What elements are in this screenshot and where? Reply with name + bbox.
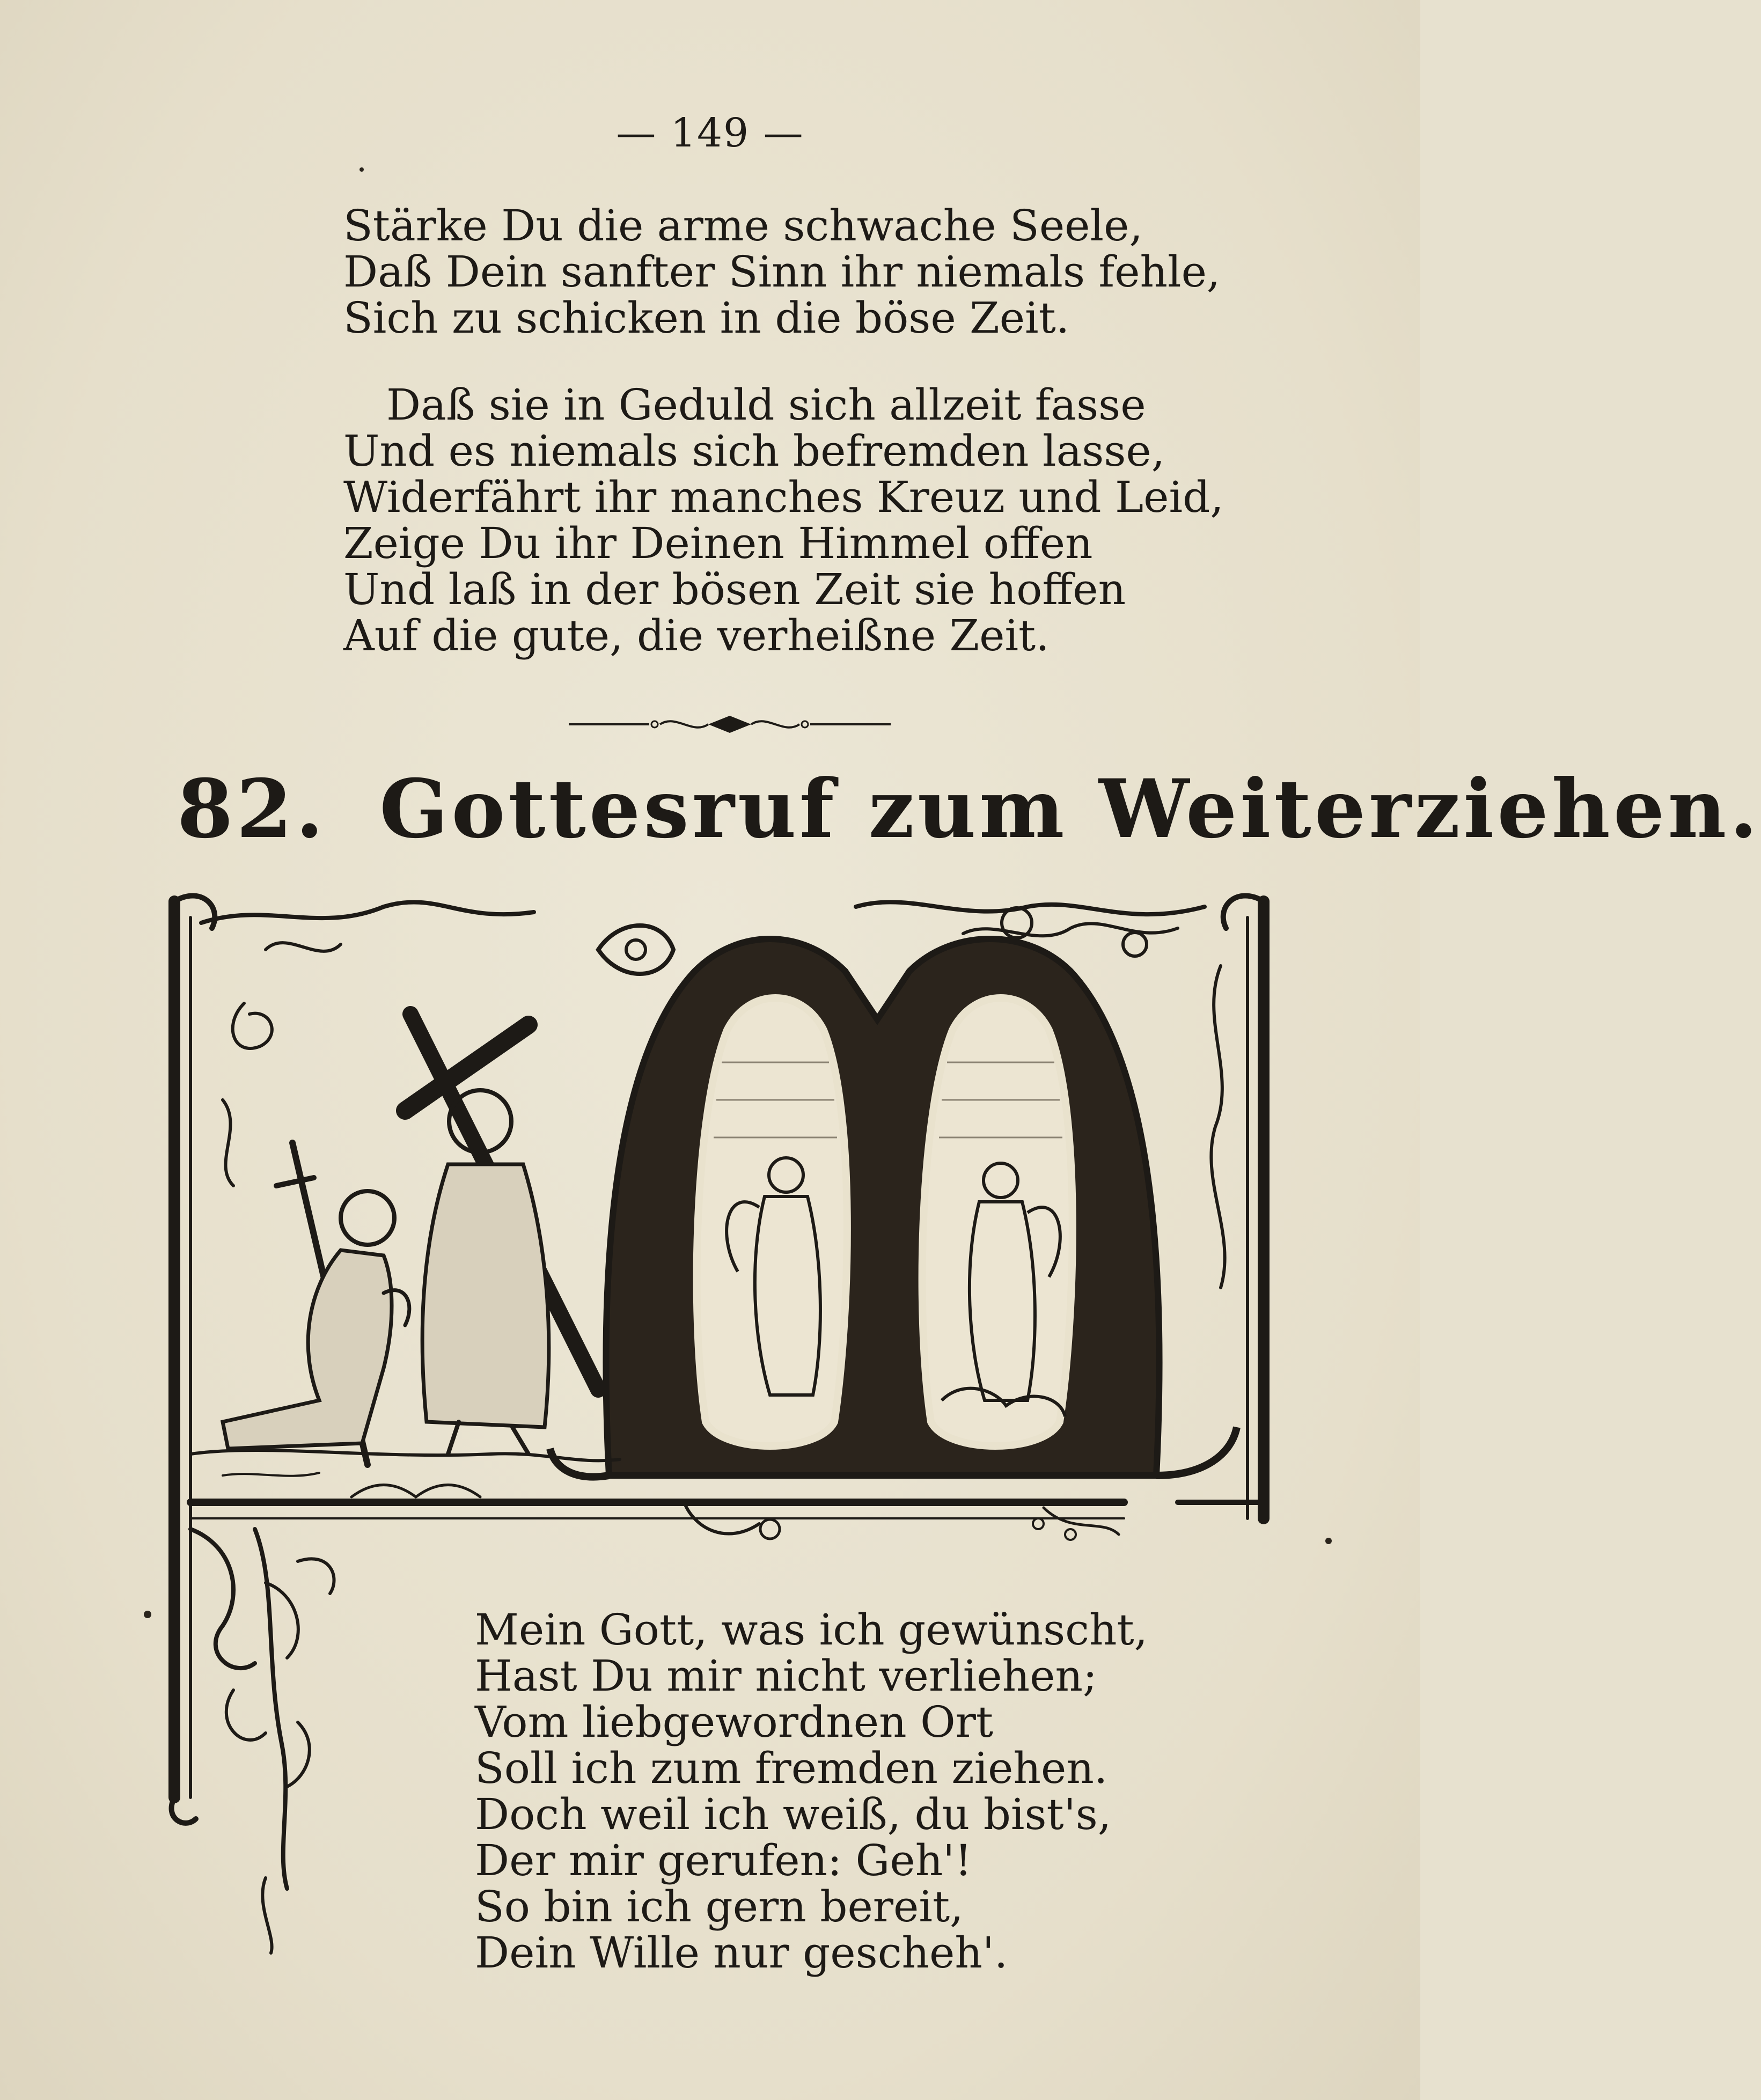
verse-line: Mein Gott, was ich gewünscht, [475, 1605, 1148, 1655]
verse-line: Und es niemals sich befremden lasse, [343, 426, 1165, 476]
verse-line: Daß Dein sanfter Sinn ihr niemals fehle, [343, 247, 1221, 297]
verse-line: So bin ich gern bereit, [475, 1882, 964, 1932]
ornamental-divider [569, 708, 891, 740]
page-number: — 149 — [616, 110, 804, 156]
verse-line: Widerfährt ihr manches Kreuz und Leid, [343, 472, 1224, 522]
stanza-1 [343, 203, 1220, 341]
verse-line: Dein Wille nur gescheh'. [475, 1928, 1008, 1978]
stanza-2 [343, 382, 1224, 659]
ink-speck [359, 167, 364, 172]
ink-speck [1325, 1538, 1332, 1544]
stanza-3 [475, 1607, 1148, 1976]
verse-line: Stärke Du die arme schwache Seele, [343, 201, 1143, 251]
verse-line: Hast Du mir nicht verliehen; [475, 1651, 1097, 1701]
verse-line: Daß sie in Geduld sich allzeit fasse [386, 380, 1146, 430]
verse-line: Doch weil ich weiß, du bist's, [475, 1789, 1112, 1839]
verse-line: Und laß in der bösen Zeit sie hoffen [343, 564, 1126, 614]
ink-speck [144, 1611, 151, 1618]
verse-line: Auf die gute, die verheißne Zeit. [343, 611, 1050, 660]
verse-line: Sich zu schicken in die böse Zeit. [343, 293, 1070, 343]
hymn-title: Gottesruf zum Weiterziehen. [379, 762, 1761, 856]
verse-line: Vom liebgewordnen Ort [475, 1697, 994, 1747]
verse-line: Der mir gerufen: Geh'! [475, 1835, 972, 1885]
verse-line: Soll ich zum fremden ziehen. [475, 1743, 1108, 1793]
hymn-heading [177, 762, 1761, 856]
verse-line: Zeige Du ihr Deinen Himmel offen [343, 518, 1093, 568]
hymn-number: 82. [177, 762, 327, 856]
